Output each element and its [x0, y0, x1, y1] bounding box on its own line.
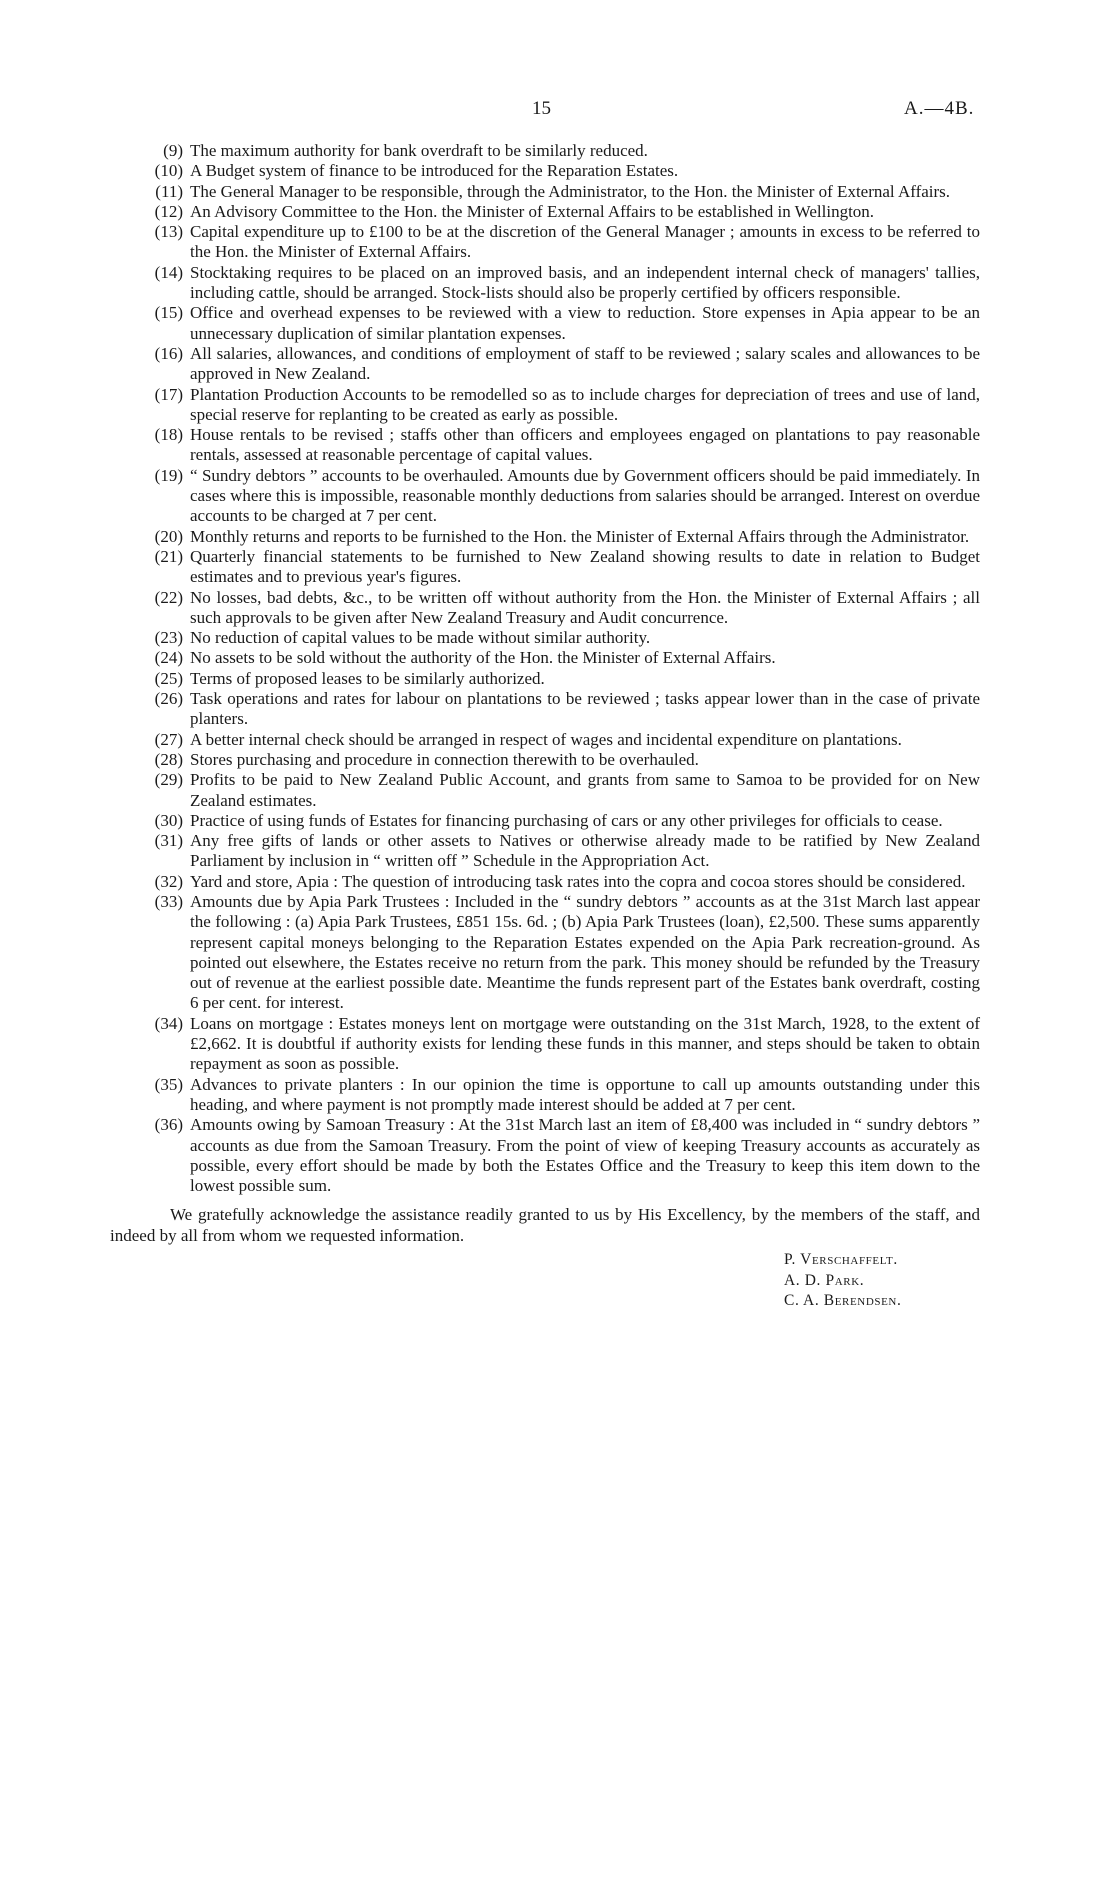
- recommendation-item: [110, 547, 980, 588]
- recommendation-item: [110, 588, 980, 629]
- recommendation-item: [110, 344, 980, 385]
- signature-name: C. A. Berendsen.: [784, 1292, 902, 1310]
- item-number: (27): [154, 729, 183, 749]
- item-text: Amounts owing by Samoan Treasury : At the 31st March last an item of £8,400 was included in “ sundry debtors ” accounts as due from the Samoan Treasury. From the point of view of keeping Treasury accounts as accurately as possible, every effort should be made by both the Estates Office and the Treasury to keep this item down to the lowest possible sum.: [190, 1115, 980, 1196]
- signature-block: [784, 1250, 980, 1312]
- page-number: 15: [532, 98, 551, 119]
- item-number: (26): [154, 689, 183, 709]
- recommendation-item: [110, 425, 980, 466]
- item-number: (24): [154, 648, 183, 668]
- item-number: (28): [154, 749, 183, 769]
- item-text: Yard and store, Apia : The question of introducing task rates into the copra and cocoa stores should be considered.: [190, 871, 966, 891]
- recommendation-item: [110, 1075, 980, 1116]
- recommendation-item: [110, 648, 980, 668]
- signature-name: P. Verschaffelt.: [784, 1251, 898, 1269]
- recommendation-item: [110, 770, 980, 811]
- recommendation-item: [110, 161, 980, 181]
- item-text: Monthly returns and reports to be furnished to the Hon. the Minister of External Affairs through the Administrator.: [190, 526, 970, 546]
- recommendation-item: [110, 527, 980, 547]
- recommendation-item: [110, 222, 980, 263]
- item-text: An Advisory Committee to the Hon. the Minister of External Affairs to be established in Wellington.: [190, 201, 875, 221]
- signature-name: A. D. Park.: [784, 1271, 865, 1289]
- recommendation-item: [110, 303, 980, 344]
- item-text: Amounts due by Apia Park Trustees : Included in the “ sundry debtors ” accounts as at the 31st March last appear the following : (a) Apia Park Trustees, £851 15s. 6d. ; (b) Apia Park Trustees (loan), £2,500. These sums apparently represent capital moneys belonging to the Reparation Estates expended on the Apia Park recreation-ground. As pointed out elsewhere, the Estates receive no return from the park. This money should be refunded by the Treasury out of revenue at the earliest possible date. Meantime the funds represent part of the Estates bank overdraft, costing 6 per cent. for interest.: [190, 891, 980, 1013]
- recommendation-item: [110, 202, 980, 222]
- item-text: Task operations and rates for labour on plantations to be reviewed ; tasks appear lower than in the case of private planters.: [190, 689, 980, 729]
- item-number: (33): [154, 891, 183, 911]
- item-text: Stores purchasing and procedure in connection therewith to be overhauled.: [190, 749, 699, 769]
- recommendation-item: [110, 385, 980, 426]
- item-text: Profits to be paid to New Zealand Public Account, and grants from same to Samoa to be provided for on New Zealand estimates.: [190, 770, 980, 810]
- recommendations-list: [110, 141, 980, 1196]
- item-text: Loans on mortgage : Estates moneys lent on mortgage were outstanding on the 31st March, 1928, to the extent of £2,662. It is doubtful if authority exists for lending these funds in this manner, and steps should be taken to obtain repayment as soon as possible.: [190, 1013, 980, 1074]
- recommendation-item: [110, 669, 980, 689]
- item-number: (13): [154, 222, 183, 242]
- item-number: (9): [163, 141, 183, 160]
- item-number: (16): [154, 343, 183, 363]
- item-number: (15): [154, 303, 183, 323]
- item-text: Any free gifts of lands or other assets to Natives or otherwise already made to be ratified by New Zealand Parliament by inclusion in “ written off ” Schedule in the Appropriation Act.: [190, 831, 980, 871]
- item-number: (11): [155, 181, 183, 201]
- item-text: No losses, bad debts, &c., to be written off without authority from the Hon. the Minister of External Affairs ; all such approvals to be given after New Zealand Treasury and Audit concurrence.: [190, 587, 980, 627]
- item-text: Quarterly financial statements to be furnished to New Zealand showing results to date in relation to Budget estimates and to previous year's figures.: [190, 546, 980, 587]
- item-number: (23): [154, 628, 183, 648]
- recommendation-item: [110, 831, 980, 872]
- item-number: (21): [154, 546, 183, 566]
- recommendation-item: [110, 141, 980, 161]
- item-text: Practice of using funds of Estates for financing purchasing of cars or any other privileges for officials to cease.: [190, 810, 943, 830]
- item-number: (32): [154, 871, 183, 891]
- item-text: House rentals to be revised ; staffs other than officers and employees engaged on plantations to pay reasonable rentals, assessed at reasonable percentage of capital values.: [190, 425, 980, 465]
- item-text: Capital expenditure up to £100 to be at the discretion of the General Manager ; amounts in excess to be referred to the Hon. the Minister of External Affairs.: [190, 222, 980, 262]
- recommendation-item: [110, 1115, 980, 1196]
- item-number: (22): [154, 587, 183, 607]
- recommendation-item: [110, 730, 980, 750]
- acknowledgement-paragraph: We gratefully acknowledge the assistance readily granted to us by His Excellency, by the members of the staff, and indeed by all from whom we requested information.: [110, 1205, 980, 1245]
- item-number: (14): [154, 262, 183, 282]
- item-text: No assets to be sold without the authority of the Hon. the Minister of External Affairs.: [190, 648, 776, 668]
- recommendation-item: [110, 689, 980, 730]
- recommendation-item: [110, 628, 980, 648]
- item-text: A Budget system of finance to be introduced for the Reparation Estates.: [190, 161, 679, 181]
- recommendation-item: [110, 872, 980, 892]
- item-number: (36): [154, 1115, 183, 1135]
- report-body: [110, 141, 980, 1312]
- item-number: (34): [154, 1013, 183, 1033]
- item-number: (20): [154, 526, 183, 546]
- recommendation-item: [110, 263, 980, 304]
- item-number: (12): [154, 201, 183, 221]
- recommendation-item: [110, 182, 980, 202]
- item-text: A better internal check should be arranged in respect of wages and incidental expenditure on plantations.: [190, 729, 902, 749]
- recommendation-item: [110, 1014, 980, 1075]
- item-number: (30): [154, 810, 183, 830]
- item-number: (35): [154, 1074, 183, 1094]
- item-text: No reduction of capital values to be made without similar authority.: [190, 628, 651, 648]
- item-text: “ Sundry debtors ” accounts to be overhauled. Amounts due by Government officers should be paid immediately. In cases where this is impossible, reasonable monthly deductions from salaries should be arranged. Interest on overdue accounts to be charged at 7 per cent.: [190, 465, 980, 526]
- item-text: The General Manager to be responsible, through the Administrator, to the Hon. the Minister of External Affairs.: [190, 181, 951, 201]
- recommendation-item: [110, 892, 980, 1014]
- item-text: Office and overhead expenses to be reviewed with a view to reduction. Store expenses in Apia appear to be an unnecessary duplication of similar plantation expenses.: [190, 303, 980, 343]
- item-number: (19): [154, 465, 183, 485]
- item-text: Stocktaking requires to be placed on an improved basis, and an independent internal check of managers' tallies, including cattle, should be arranged. Stock-lists should also be properly certified by officers responsible.: [190, 262, 980, 303]
- page-header: [0, 98, 1114, 122]
- item-number: (31): [154, 831, 183, 851]
- recommendation-item: [110, 811, 980, 831]
- item-text: Plantation Production Accounts to be remodelled so as to include charges for depreciation of trees and use of land, special reserve for replanting to be created as early as possible.: [190, 384, 980, 424]
- item-text: All salaries, allowances, and conditions of employment of staff to be reviewed ; salary scales and allowances to be approved in New Zealand.: [190, 343, 980, 384]
- item-number: (17): [154, 384, 183, 404]
- recommendation-item: [110, 466, 980, 527]
- item-number: (29): [154, 770, 183, 790]
- item-text: Terms of proposed leases to be similarly authorized.: [190, 668, 545, 688]
- document-reference: A.—4B.: [904, 98, 975, 119]
- item-number: (18): [154, 425, 183, 445]
- item-number: (25): [154, 668, 183, 688]
- recommendation-item: [110, 750, 980, 770]
- item-text: Advances to private planters : In our opinion the time is opportune to call up amounts outstanding under this heading, and where payment is not promptly made interest should be added at 7 per cent.: [190, 1074, 980, 1114]
- item-text: The maximum authority for bank overdraft to be similarly reduced.: [190, 141, 648, 160]
- item-number: (10): [154, 161, 183, 181]
